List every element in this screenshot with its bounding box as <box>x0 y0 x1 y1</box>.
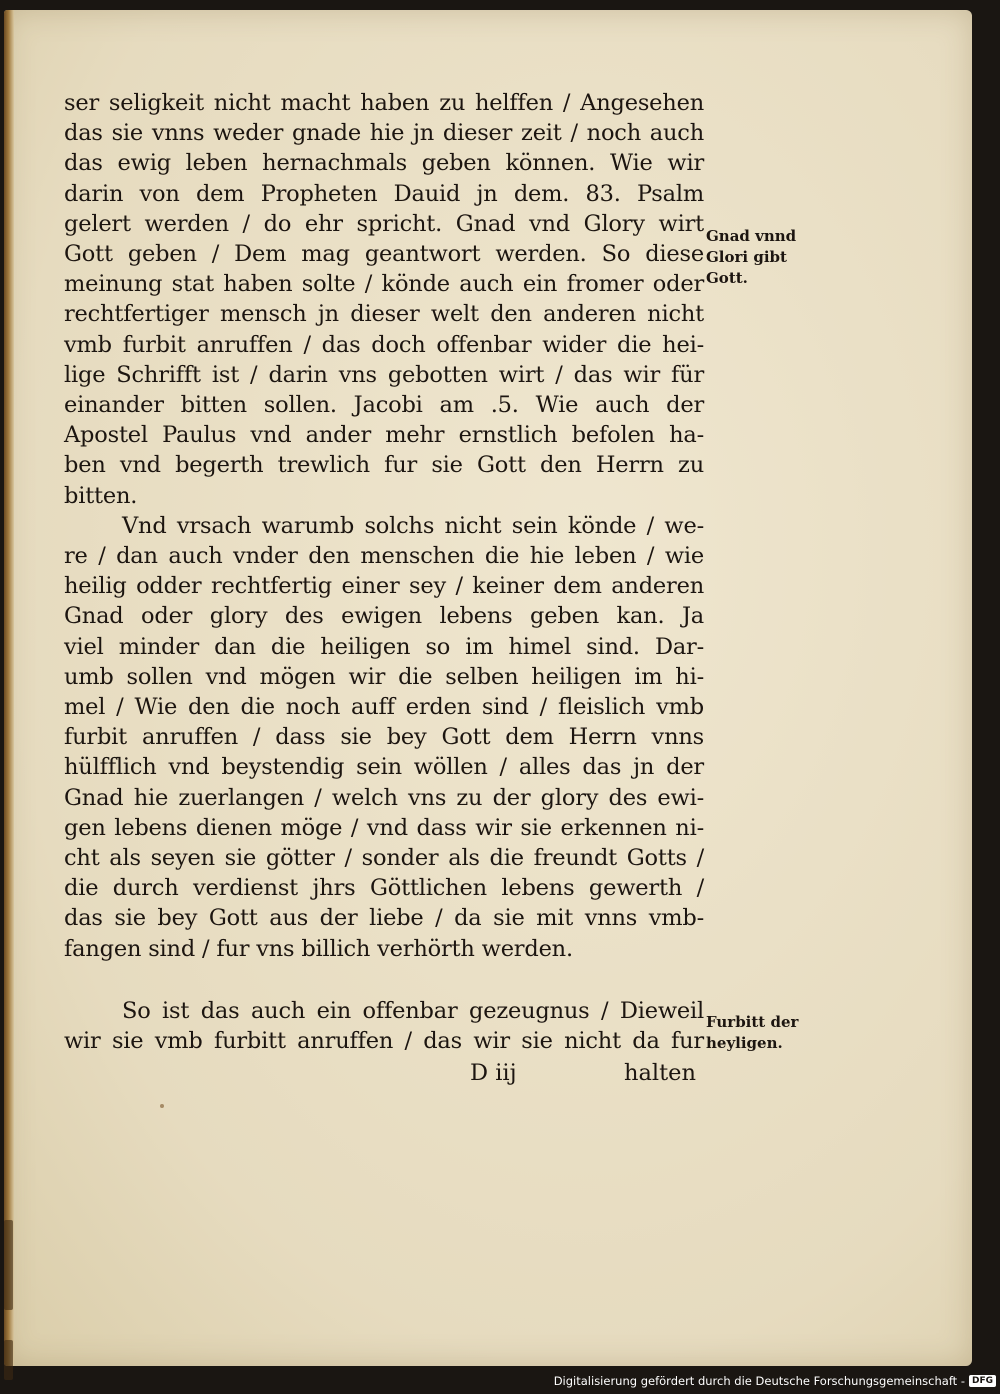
text-line: gelert werden / do ehr spricht. Gnad vnd Glory wirt <box>64 210 704 237</box>
text-line: ben vnd begerth trewlich fur sie Gott den Herrn zu <box>64 452 704 479</box>
text-line: vmb furbit anruffen / das doch offenbar wider die hei- <box>64 331 704 358</box>
text-line: die durch verdienst jhrs Göttlichen lebens gewerth / <box>64 875 704 902</box>
text-line: darin von dem Propheten Dauid jn dem. 83. Psalm <box>64 180 704 207</box>
text-line: Gnad oder glory des ewigen lebens geben kan. Ja <box>64 603 704 630</box>
text-line: mel / Wie den die noch auff erden sind / fleislich vmb <box>64 694 704 721</box>
ink-stain <box>160 1104 164 1108</box>
signature-mark: D iij <box>470 1060 517 1086</box>
text-line: umb sollen vnd mögen wir die selben heiligen im hi- <box>64 663 704 690</box>
text-line: das sie bey Gott aus der liebe / da sie mit vnns vmb- <box>64 905 704 932</box>
text-line: fangen sind / fur vns billich verhörth werden. <box>64 935 573 962</box>
text-line: lige Schrifft ist / darin vns gebotten wirt / das wir für <box>64 361 704 388</box>
text-line: furbit anruffen / dass sie bey Gott dem Herrn vnns <box>64 724 704 751</box>
digitization-credit <box>554 1374 996 1388</box>
catchword: halten <box>624 1060 696 1086</box>
margin-note-glory <box>706 226 836 289</box>
margin-note-line: Furbitt der <box>706 1013 799 1031</box>
text-line: ser seligkeit nicht macht haben zu helffen / Angesehen <box>64 90 704 116</box>
margin-note-intercession <box>706 1012 836 1054</box>
text-line: bitten. <box>64 482 138 509</box>
book-binding-edge <box>4 10 14 1366</box>
margin-note-line: Gott. <box>706 269 748 287</box>
dfg-logo: DFG <box>969 1375 996 1387</box>
main-text-block <box>64 88 704 1056</box>
margin-note-line: Glori gibt <box>706 248 787 266</box>
margin-note-line: heyligen. <box>706 1034 783 1052</box>
binding-wear-mark <box>4 1340 13 1380</box>
text-line: einander bitten sollen. Jacobi am .5. Wie auch der <box>64 392 704 419</box>
text-line: heilig odder rechtfertig einer sey / keiner dem anderen <box>64 573 704 600</box>
paragraph-start-line: So ist das auch ein offenbar gezeugnus / Dieweil <box>122 997 704 1024</box>
text-line: meinung stat haben solte / könde auch ein fromer oder <box>64 271 704 298</box>
binding-wear-mark <box>4 1220 13 1310</box>
text-line: re / dan auch vnder den menschen die hie leben / wie <box>64 543 704 570</box>
text-line: gen lebens dienen möge / vnd dass wir sie erkennen ni- <box>64 814 704 841</box>
text-line: wir sie vmb furbitt anruffen / das wir sie nicht da fur <box>64 1028 704 1055</box>
paragraph-start-line: Vnd vrsach warumb solchs nicht sein könde / we- <box>122 512 704 539</box>
paragraph-gap <box>64 964 704 996</box>
text-line: Gott geben / Dem mag geantwort werden. So diese <box>64 241 704 268</box>
text-line: hülfflich vnd beystendig sein wöllen / alles das jn der <box>64 754 704 781</box>
text-line: rechtfertiger mensch jn dieser welt den anderen nicht <box>64 301 704 328</box>
margin-note-line: Gnad vnnd <box>706 227 797 245</box>
text-line: cht als seyen sie götter / sonder als die freundt Gotts / <box>64 845 704 872</box>
text-line: das ewig leben hernachmals geben können. Wie wir <box>64 150 704 177</box>
text-line: viel minder dan die heiligen so im himel sind. Dar- <box>64 633 704 660</box>
text-line: das sie vnns weder gnade hie jn dieser zeit / noch auch <box>64 120 704 147</box>
text-line: Gnad hie zuerlangen / welch vns zu der glory des ewi- <box>64 784 704 811</box>
text-line: Apostel Paulus vnd ander mehr ernstlich befolen ha- <box>64 422 704 449</box>
credit-text: Digitalisierung gefördert durch die Deutsche Forschungsgemeinschaft - <box>553 1374 965 1388</box>
